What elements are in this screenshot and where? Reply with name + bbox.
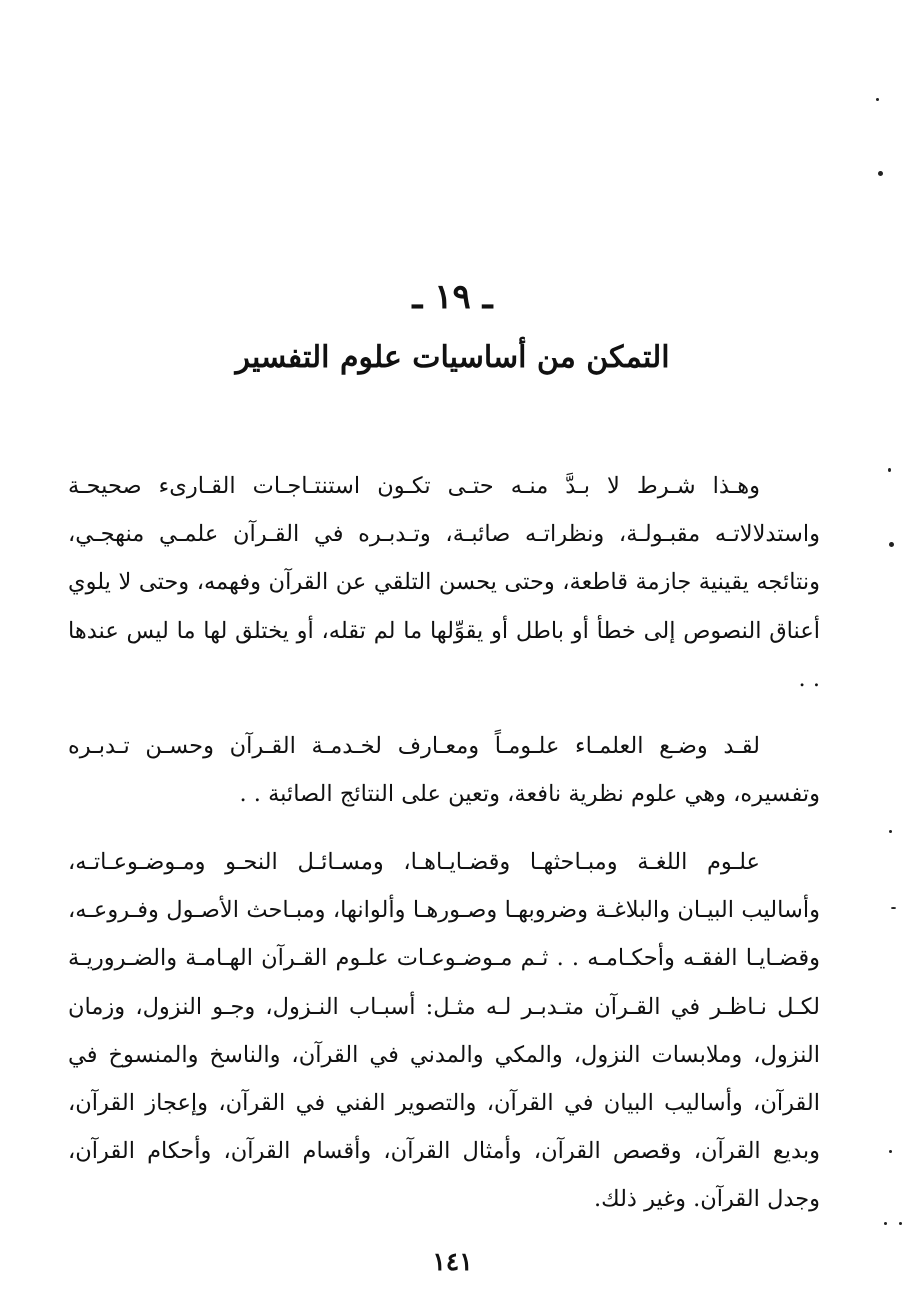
scan-speck [889, 542, 894, 547]
scan-speck [876, 98, 879, 101]
scan-speck [889, 1150, 892, 1153]
paragraph-sciences [68, 722, 820, 818]
paragraph-condition [68, 462, 820, 703]
chapter-number: ـ ١٩ ـ [412, 277, 493, 317]
page-number: ١٤١ [432, 1247, 473, 1276]
scan-speck [889, 830, 892, 833]
paragraph-text: لقـد وضـع العلمـاء علـومـاً ومعـارف لخـدمـة القـرآن وحسـن تـدبـره وتفسيره، وهي علوم نظرية نافعة، وتعين على النتائج الصائبة . . [68, 733, 820, 808]
scan-speck [884, 1222, 887, 1225]
paragraph-text: علـوم اللغـة ومبـاحثهـا وقضـايـاهـا، ومسـائـل النحـو ومـوضـوعـاتـه، وأساليب البيـان والبلاغـة وضروبهـا وصـورهـا وألوانها، ومبـاحث الأصـول وفـروعـه، وقضـايـا الفقـه وأحكـامـه . . ثـم مـوضـوعـات علـوم القـرآن الهـامـة والضـروريـة لكـل نـاظـر في القـرآن متـدبـر لـه مثـل: أسبـاب النـزول، وجـو النزول، وزمان النزول، وملابسات النزول، والمكي والمدني في القرآن، والناسخ والمنسوخ في القرآن، وأساليب البيان في القرآن، والتصوير الفني في القرآن، وإعجاز القرآن، وبديع القرآن، وقصص القرآن، وأمثال القرآن، وأقسام القرآن، وأحكام القرآن، وجدل القرآن. وغير ذلك. [68, 849, 820, 1213]
scan-speck [899, 1222, 902, 1225]
paragraph-list-of-sciences [68, 838, 820, 1224]
paragraph-text: وهـذا شـرط لا بـدَّ منـه حتـى تكـون استنتـاجـات القـارىء صحيحـة واستدلالاتـه مقبـولـة، ونظراتـه صائبـة، وتـدبـره في القـرآن علمـي منهجـي، ونتائجه يقينية جازمة قاطعة، وحتى يحسن التلقي عن القرآن وفهمه، وحتى لا يلوي أعناق النصوص إلى خطأ أو باطل أو يقوِّلها ما لم تقله، أو يختلق لها ما ليس عندها . . [68, 473, 820, 692]
scan-speck [888, 468, 891, 472]
scan-speck [878, 171, 883, 176]
scan-speck [891, 907, 896, 909]
chapter-title: التمكن من أساسيات علوم التفسير [235, 340, 670, 375]
